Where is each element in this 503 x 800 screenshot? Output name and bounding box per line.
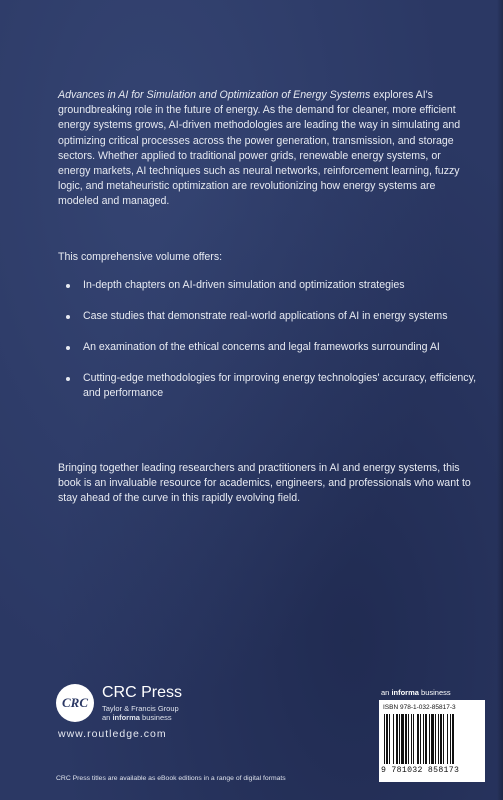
offers-intro: This comprehensive volume offers: <box>58 251 223 263</box>
closing-paragraph: Bringing together leading researchers and practitioners in AI and energy systems, this book is an invaluable resource for academics, engineers, and professionals who want to stay ahead of the curve in this rapidly evolving field. <box>58 462 471 505</box>
isbn-text: ISBN 978-1-032-85817-3 <box>383 704 456 711</box>
feature-list <box>58 278 478 417</box>
list-item <box>58 371 478 401</box>
barcode <box>379 700 485 782</box>
publisher-informa-line: an informa business <box>102 713 172 722</box>
bullet-icon <box>66 284 70 288</box>
list-item <box>58 278 478 293</box>
description-text: explores AI's groundbreaking role in the future of energy. As the demand for cleaner, more efficient energy systems grows, AI-driven methodologies are leading the way in simulating and optimizing critical processes across the power generation, transmission, and storage sectors. Whether applied to traditional power grids, renewable energy systems, or energy markets, AI techniques such as neural networks, reinforcement learning, fuzzy logic, and metaheuristic optimization are revolutionizing how energy systems are modeled and managed. <box>58 89 461 208</box>
bullet-icon <box>66 315 70 319</box>
list-item-text: An examination of the ethical concerns and legal frameworks surrounding AI <box>83 341 440 353</box>
informa-business-label: an informa business <box>381 688 451 697</box>
description-paragraph <box>58 88 473 210</box>
ebook-note: CRC Press titles are available as eBook editions in a range of digital formats <box>56 775 286 782</box>
publisher-url: www.routledge.com <box>58 728 167 740</box>
spine-shadow <box>497 0 503 800</box>
bullet-icon <box>66 346 70 350</box>
crc-logo-icon <box>56 684 94 722</box>
list-item-text: In-depth chapters on AI-driven simulation and optimization strategies <box>83 279 405 291</box>
publisher-group: Taylor & Francis Group <box>102 704 179 713</box>
publisher-logo <box>56 684 236 744</box>
list-item-text: Cutting-edge methodologies for improving energy technologies' accuracy, efficiency, and performance <box>83 372 477 399</box>
list-item <box>58 340 478 355</box>
barcode-bars-icon <box>383 714 481 764</box>
bullet-icon <box>66 377 70 381</box>
barcode-number: 9 781032 858173 <box>381 766 460 775</box>
book-title-italic: Advances in AI for Simulation and Optimization of Energy Systems <box>58 89 371 101</box>
publisher-name: CRC Press <box>102 684 183 701</box>
logo-letters: CRC <box>61 695 88 710</box>
list-item <box>58 309 478 324</box>
list-item-text: Case studies that demonstrate real-world applications of AI in energy systems <box>83 310 448 322</box>
